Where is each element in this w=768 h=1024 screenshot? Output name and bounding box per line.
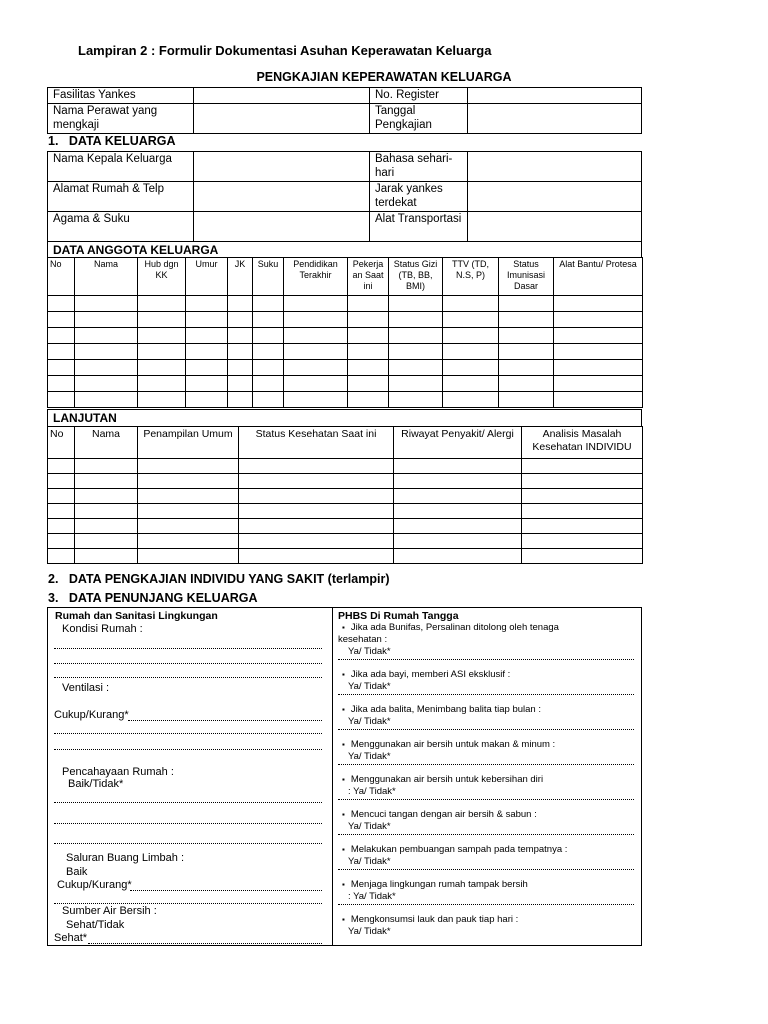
anggota-cell[interactable] — [186, 376, 228, 392]
kepala-keluarga-label: Nama Kepala Keluarga — [48, 152, 194, 182]
anggota-title: DATA ANGGOTA KELUARGA — [53, 243, 219, 257]
lanjutan-cell[interactable] — [48, 489, 75, 504]
anggota-cell[interactable] — [48, 312, 75, 328]
anggota-cell[interactable] — [389, 312, 443, 328]
anggota-cell[interactable] — [554, 360, 643, 376]
phbs-answer[interactable]: Ya/ Tidak* — [348, 681, 391, 692]
lanjutan-cell[interactable] — [394, 474, 522, 489]
kepala-keluarga-field[interactable] — [194, 152, 370, 182]
anggota-cell[interactable] — [499, 344, 554, 360]
anggota-col-header: Umur — [186, 258, 228, 296]
lanjutan-cell[interactable] — [394, 534, 522, 549]
lanjutan-cell[interactable] — [48, 549, 75, 564]
lanjutan-cell[interactable] — [138, 549, 239, 564]
phbs-question: ▪ Melakukan pembuangan sampah pada tempatnya : — [342, 844, 567, 856]
phbs-title: PHBS Di Rumah Tangga — [338, 610, 459, 622]
lanjutan-cell[interactable] — [394, 504, 522, 519]
phbs-line — [338, 834, 634, 835]
rumah-sanitasi-title: Rumah dan Sanitasi Lingkungan — [55, 610, 218, 622]
lanjutan-table — [47, 426, 643, 564]
bahasa-field[interactable] — [468, 152, 642, 182]
section1-title: 1. DATA KELUARGA — [48, 134, 176, 148]
anggota-cell[interactable] — [138, 392, 186, 408]
anggota-cell[interactable] — [284, 312, 348, 328]
anggota-cell[interactable] — [75, 360, 138, 376]
anggota-cell[interactable] — [228, 376, 253, 392]
lanjutan-cell[interactable] — [239, 519, 394, 534]
lanjutan-title: LANJUTAN — [53, 411, 117, 425]
sumber-option-2: Sehat* — [54, 932, 88, 944]
ventilasi-label: Ventilasi : — [62, 682, 110, 694]
phbs-answer[interactable]: Ya/ Tidak* — [348, 926, 391, 937]
agama-field[interactable] — [194, 212, 370, 242]
ventilasi-line-2[interactable] — [54, 733, 322, 734]
lanjutan-cell[interactable] — [48, 504, 75, 519]
bahasa-label: Bahasa sehari-hari — [370, 152, 468, 182]
anggota-cell[interactable] — [499, 296, 554, 312]
anggota-cell[interactable] — [186, 328, 228, 344]
phbs-line — [338, 869, 634, 870]
anggota-cell[interactable] — [443, 344, 499, 360]
anggota-col-header: No — [48, 258, 75, 296]
lanjutan-cell[interactable] — [239, 504, 394, 519]
lanjutan-cell[interactable] — [522, 519, 643, 534]
anggota-cell[interactable] — [48, 344, 75, 360]
anggota-cell[interactable] — [389, 328, 443, 344]
anggota-col-header: Pekerja an Saat ini — [348, 258, 389, 296]
anggota-cell[interactable] — [554, 344, 643, 360]
header-table — [47, 87, 642, 134]
lanjutan-col-header: Status Kesehatan Saat ini — [239, 427, 394, 459]
phbs-question: ▪ Jika ada Bunifas, Persalinan ditolong oleh tenaga — [342, 622, 559, 634]
ventilasi-line-1[interactable] — [128, 720, 322, 721]
data-keluarga-table — [47, 151, 642, 242]
anggota-cell[interactable] — [554, 328, 643, 344]
perawat-field[interactable] — [194, 104, 370, 134]
sumber-line[interactable] — [88, 943, 322, 944]
anggota-cell[interactable] — [48, 296, 75, 312]
saluran-label: Saluran Buang Limbah : — [66, 852, 185, 864]
anggota-cell[interactable] — [253, 392, 284, 408]
alamat-label: Alamat Rumah & Telp — [48, 182, 194, 212]
lanjutan-cell[interactable] — [522, 504, 643, 519]
table-row — [48, 489, 643, 504]
phbs-answer[interactable]: Ya/ Tidak* — [348, 821, 391, 832]
anggota-cell[interactable] — [389, 296, 443, 312]
anggota-cell[interactable] — [284, 328, 348, 344]
table-row — [48, 328, 643, 344]
anggota-cell[interactable] — [138, 296, 186, 312]
phbs-question: ▪ Mengkonsumsi lauk dan pauk tiap hari : — [342, 914, 518, 926]
anggota-cell[interactable] — [443, 328, 499, 344]
phbs-question: ▪ Menggunakan air bersih untuk kebersihan diri — [342, 774, 543, 786]
lanjutan-cell[interactable] — [138, 534, 239, 549]
anggota-cell[interactable] — [138, 360, 186, 376]
anggota-cell[interactable] — [48, 392, 75, 408]
phbs-question: ▪ Jika ada balita, Menimbang balita tiap bulan : — [342, 704, 541, 716]
anggota-cell[interactable] — [348, 296, 389, 312]
lanjutan-cell[interactable] — [394, 519, 522, 534]
section2-title: 2. DATA PENGKAJIAN INDIVIDU YANG SAKIT (terlampir) — [48, 572, 390, 586]
phbs-answer[interactable]: : Ya/ Tidak* — [348, 891, 396, 902]
lanjutan-cell[interactable] — [239, 489, 394, 504]
anggota-cell[interactable] — [389, 376, 443, 392]
anggota-cell[interactable] — [228, 328, 253, 344]
lanjutan-cell[interactable] — [522, 489, 643, 504]
anggota-cell[interactable] — [75, 376, 138, 392]
anggota-cell[interactable] — [253, 312, 284, 328]
lanjutan-cell[interactable] — [394, 549, 522, 564]
anggota-cell[interactable] — [138, 312, 186, 328]
phbs-answer[interactable]: Ya/ Tidak* — [348, 716, 391, 727]
jarak-field[interactable] — [468, 182, 642, 212]
pencahayaan-label: Pencahayaan Rumah : — [62, 766, 174, 778]
table-row — [48, 504, 643, 519]
kondisi-line-1[interactable] — [54, 648, 322, 649]
anggota-cell[interactable] — [284, 376, 348, 392]
lanjutan-cell[interactable] — [138, 459, 239, 474]
kondisi-line-3[interactable] — [54, 677, 322, 678]
penunjang-divider — [332, 608, 333, 945]
lanjutan-cell[interactable] — [239, 459, 394, 474]
anggota-cell[interactable] — [443, 312, 499, 328]
penunjang-box — [47, 607, 642, 946]
anggota-cell[interactable] — [284, 360, 348, 376]
anggota-cell[interactable] — [75, 392, 138, 408]
anggota-cell[interactable] — [75, 312, 138, 328]
lanjutan-col-header: Analisis Masalah Kesehatan INDIVIDU — [522, 427, 643, 459]
lanjutan-col-header: No — [48, 427, 75, 459]
lanjutan-cell[interactable] — [138, 489, 239, 504]
anggota-col-header: TTV (TD, N.S, P) — [443, 258, 499, 296]
anggota-cell[interactable] — [284, 296, 348, 312]
form-heading: PENGKAJIAN KEPERAWATAN KELUARGA — [256, 70, 512, 84]
anggota-col-header: Nama — [75, 258, 138, 296]
anggota-col-header: Pendidikan Terakhir — [284, 258, 348, 296]
lanjutan-cell[interactable] — [48, 474, 75, 489]
perawat-label: Nama Perawat yang mengkaji — [48, 104, 194, 134]
phbs-question: ▪ Menggunakan air bersih untuk makan & minum : — [342, 739, 555, 751]
anggota-col-header: Status Gizi (TB, BB, BMI) — [389, 258, 443, 296]
table-row — [48, 376, 643, 392]
phbs-question: ▪ Mencuci tangan dengan air bersih & sabun : — [342, 809, 537, 821]
pencahayaan-line-3[interactable] — [54, 843, 322, 844]
pencahayaan-line-1[interactable] — [54, 802, 322, 803]
anggota-cell[interactable] — [499, 392, 554, 408]
sumber-label: Sumber Air Bersih : — [62, 905, 157, 917]
anggota-cell[interactable] — [253, 328, 284, 344]
anggota-col-header: Status Imunisasi Dasar — [499, 258, 554, 296]
lanjutan-cell[interactable] — [239, 474, 394, 489]
phbs-answer[interactable]: Ya/ Tidak* — [348, 646, 391, 657]
anggota-col-header: Alat Bantu/ Protesa — [554, 258, 643, 296]
lanjutan-cell[interactable] — [75, 474, 138, 489]
phbs-answer[interactable]: Ya/ Tidak* — [348, 856, 391, 867]
lanjutan-cell[interactable] — [75, 549, 138, 564]
lanjutan-title-box — [47, 409, 642, 427]
table-row — [48, 549, 643, 564]
anggota-cell[interactable] — [499, 360, 554, 376]
anggota-cell[interactable] — [348, 312, 389, 328]
register-label: No. Register — [370, 88, 468, 104]
lanjutan-cell[interactable] — [522, 459, 643, 474]
lanjutan-cell[interactable] — [138, 504, 239, 519]
anggota-cell[interactable] — [138, 376, 186, 392]
tanggal-field[interactable] — [468, 104, 642, 134]
anggota-col-header: Suku — [253, 258, 284, 296]
anggota-cell[interactable] — [138, 328, 186, 344]
lanjutan-cell[interactable] — [138, 519, 239, 534]
lanjutan-cell[interactable] — [75, 534, 138, 549]
anggota-cell[interactable] — [284, 344, 348, 360]
anggota-cell[interactable] — [253, 376, 284, 392]
lanjutan-cell[interactable] — [394, 459, 522, 474]
anggota-cell[interactable] — [348, 360, 389, 376]
lanjutan-cell[interactable] — [75, 519, 138, 534]
lanjutan-cell[interactable] — [394, 489, 522, 504]
jarak-label: Jarak yankes terdekat — [370, 182, 468, 212]
phbs-line — [338, 904, 634, 905]
anggota-cell[interactable] — [348, 392, 389, 408]
ventilasi-line-3[interactable] — [54, 749, 322, 750]
ventilasi-option: Cukup/Kurang* — [54, 709, 129, 721]
fasilitas-label: Fasilitas Yankes — [48, 88, 194, 104]
anggota-cell[interactable] — [554, 312, 643, 328]
anggota-cell[interactable] — [228, 296, 253, 312]
anggota-cell[interactable] — [499, 376, 554, 392]
pencahayaan-option: Baik/Tidak* — [68, 778, 124, 790]
table-row — [48, 344, 643, 360]
anggota-cell[interactable] — [228, 392, 253, 408]
fasilitas-field[interactable] — [194, 88, 370, 104]
lanjutan-col-header: Nama — [75, 427, 138, 459]
lanjutan-cell[interactable] — [522, 534, 643, 549]
document-title: Lampiran 2 : Formulir Dokumentasi Asuhan Keperawatan Keluarga — [78, 43, 492, 58]
section3-title: 3. DATA PENUNJANG KELUARGA — [48, 591, 258, 605]
phbs-line — [338, 764, 634, 765]
anggota-cell[interactable] — [186, 392, 228, 408]
phbs-line — [338, 799, 634, 800]
anggota-cell[interactable] — [48, 376, 75, 392]
anggota-cell[interactable] — [554, 392, 643, 408]
table-row — [48, 474, 643, 489]
anggota-cell[interactable] — [75, 344, 138, 360]
pencahayaan-line-2[interactable] — [54, 823, 322, 824]
phbs-question: ▪ Jika ada bayi, memberi ASI eksklusif : — [342, 669, 510, 681]
anggota-cell[interactable] — [253, 360, 284, 376]
anggota-cell[interactable] — [186, 296, 228, 312]
anggota-cell[interactable] — [389, 392, 443, 408]
kondisi-label: Kondisi Rumah : — [62, 623, 143, 635]
phbs-answer[interactable]: Ya/ Tidak* — [348, 751, 391, 762]
lanjutan-cell[interactable] — [75, 459, 138, 474]
saluran-line-1[interactable] — [130, 890, 322, 891]
phbs-line — [338, 694, 634, 695]
anggota-cell[interactable] — [228, 344, 253, 360]
anggota-cell[interactable] — [48, 360, 75, 376]
anggota-cell[interactable] — [443, 296, 499, 312]
lanjutan-cell[interactable] — [75, 504, 138, 519]
lanjutan-cell[interactable] — [75, 489, 138, 504]
table-row — [48, 360, 643, 376]
anggota-cell[interactable] — [499, 328, 554, 344]
anggota-cell[interactable] — [75, 296, 138, 312]
table-row — [48, 534, 643, 549]
anggota-cell[interactable] — [138, 344, 186, 360]
lanjutan-cell[interactable] — [522, 474, 643, 489]
anggota-cell[interactable] — [389, 344, 443, 360]
anggota-cell[interactable] — [253, 344, 284, 360]
lanjutan-cell[interactable] — [239, 549, 394, 564]
table-row — [48, 392, 643, 408]
phbs-answer[interactable]: : Ya/ Tidak* — [348, 786, 396, 797]
agama-label: Agama & Suku — [48, 212, 194, 242]
anggota-cell[interactable] — [48, 328, 75, 344]
lanjutan-cell[interactable] — [48, 459, 75, 474]
anggota-col-header: Hub dgn KK — [138, 258, 186, 296]
transportasi-field[interactable] — [468, 212, 642, 242]
anggota-title-box — [47, 241, 642, 258]
lanjutan-cell[interactable] — [138, 474, 239, 489]
anggota-cell[interactable] — [284, 392, 348, 408]
anggota-cell[interactable] — [443, 392, 499, 408]
phbs-question: ▪ Menjaga lingkungan rumah tampak bersih — [342, 879, 528, 891]
lanjutan-cell[interactable] — [48, 534, 75, 549]
anggota-cell[interactable] — [186, 344, 228, 360]
lanjutan-col-header: Penampilan Umum — [138, 427, 239, 459]
anggota-cell[interactable] — [389, 360, 443, 376]
anggota-cell[interactable] — [75, 328, 138, 344]
saluran-line-2[interactable] — [54, 903, 322, 904]
anggota-cell[interactable] — [554, 376, 643, 392]
anggota-cell[interactable] — [186, 312, 228, 328]
kondisi-line-2[interactable] — [54, 663, 322, 664]
anggota-cell[interactable] — [253, 296, 284, 312]
anggota-cell[interactable] — [186, 360, 228, 376]
phbs-line — [338, 729, 634, 730]
lanjutan-cell[interactable] — [48, 519, 75, 534]
phbs-question-cont: kesehatan : — [338, 634, 388, 645]
saluran-option-2: Cukup/Kurang* — [57, 879, 132, 891]
table-row — [48, 519, 643, 534]
lanjutan-col-header: Riwayat Penyakit/ Alergi — [394, 427, 522, 459]
anggota-col-header: JK — [228, 258, 253, 296]
lanjutan-cell[interactable] — [239, 534, 394, 549]
table-row — [48, 459, 643, 474]
lanjutan-cell[interactable] — [522, 549, 643, 564]
anggota-cell[interactable] — [499, 312, 554, 328]
table-row — [48, 312, 643, 328]
anggota-cell[interactable] — [443, 376, 499, 392]
alamat-field[interactable] — [194, 182, 370, 212]
phbs-line — [338, 659, 634, 660]
transportasi-label: Alat Transportasi — [370, 212, 468, 242]
anggota-table — [47, 257, 643, 408]
sumber-option-1: Sehat/Tidak — [66, 919, 125, 931]
anggota-cell[interactable] — [348, 344, 389, 360]
anggota-cell[interactable] — [554, 296, 643, 312]
anggota-cell[interactable] — [228, 360, 253, 376]
anggota-cell[interactable] — [228, 312, 253, 328]
register-field[interactable] — [468, 88, 642, 104]
anggota-cell[interactable] — [443, 360, 499, 376]
tanggal-label: Tanggal Pengkajian — [370, 104, 468, 134]
anggota-cell[interactable] — [348, 328, 389, 344]
saluran-option-1: Baik — [66, 866, 88, 878]
anggota-cell[interactable] — [348, 376, 389, 392]
table-row — [48, 296, 643, 312]
